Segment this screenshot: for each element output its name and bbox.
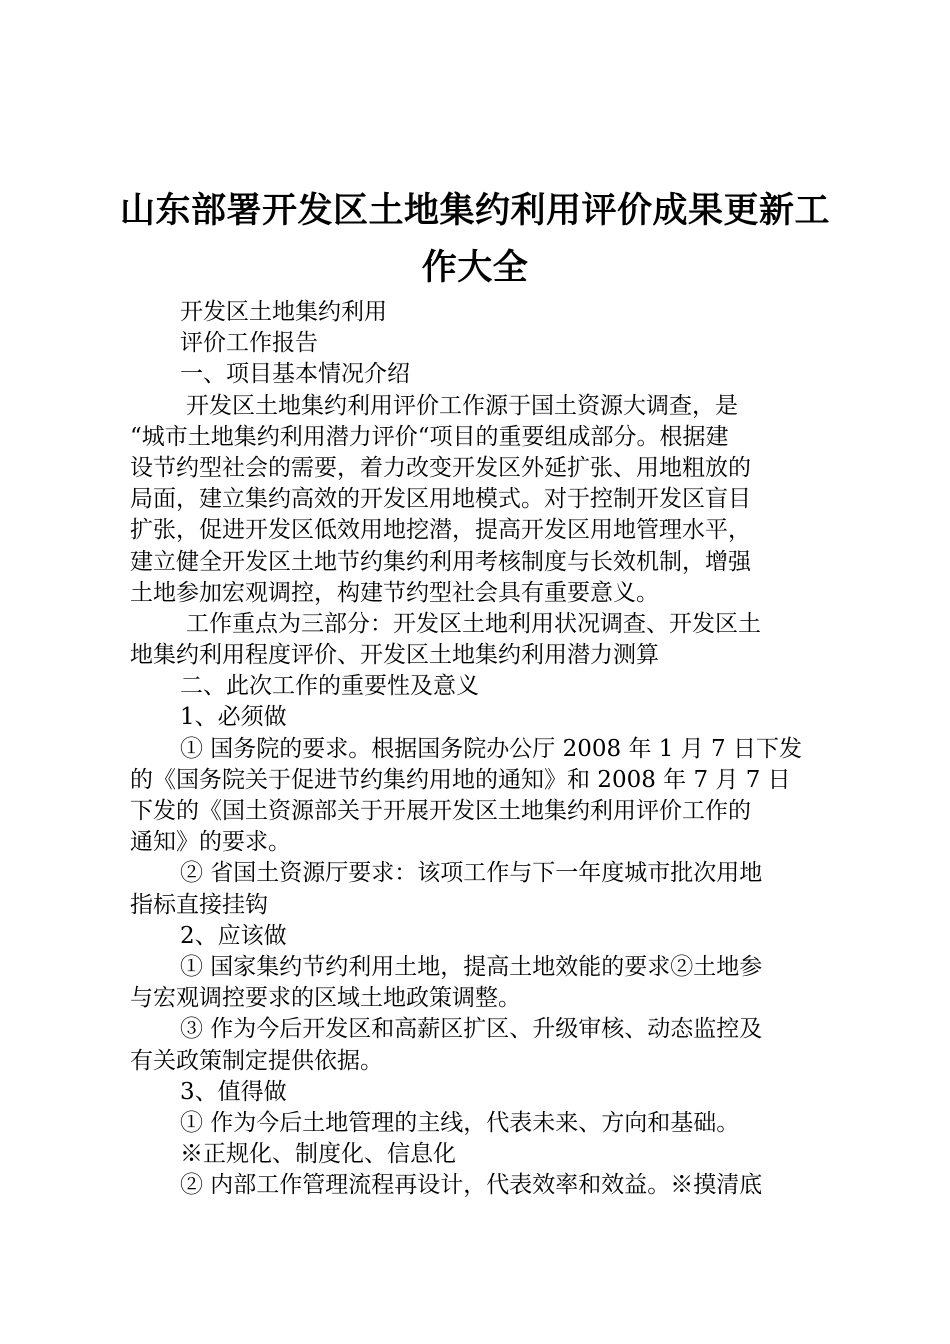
paragraph-line: ② 内部工作管理流程再设计，代表效率和效益。※摸清底: [180, 1172, 763, 1199]
paragraph-line: ※正规化、制度化、信息化: [180, 1141, 456, 1168]
section-heading: 一、项目基本情况介绍: [180, 361, 410, 388]
paragraph-line: 局面，建立集约高效的开发区用地模式。对于控制开发区盲目: [130, 486, 751, 513]
paragraph-line: 工作重点为三部分：开发区土地利用状况调查、开发区土: [186, 610, 761, 637]
paragraph-line: ③ 作为今后开发区和高薪区扩区、升级审核、动态监控及: [180, 1016, 763, 1043]
paragraph-line: 指标直接挂钩: [130, 891, 268, 918]
paragraph-line: 有关政策制定提供依据。: [130, 1047, 383, 1074]
paragraph-line: 通知》的要求。: [130, 829, 291, 856]
paragraph-line: 扩张，促进开发区低效用地挖潜，提高开发区用地管理水平，: [130, 517, 751, 544]
document-body: [130, 297, 832, 1201]
paragraph-line: ① 国务院的要求。根据国务院办公厅 2008 年 1 月 7 日下发: [180, 735, 802, 762]
paragraph-line: 的《国务院关于促进节约集约用地的通知》和 2008 年 7 月 7 日: [130, 766, 791, 793]
paragraph-line: “城市土地集约利用潜力评价“项目的重要组成部分。根据建: [130, 423, 729, 450]
section-heading: 二、此次工作的重要性及意义: [180, 673, 479, 700]
paragraph-line: 评价工作报告: [180, 330, 318, 357]
document-title-line-2: 作大全: [421, 248, 529, 288]
subsection-heading: 2、应该做: [180, 922, 287, 949]
subsection-heading: 1、必须做: [180, 704, 287, 731]
paragraph-line: ② 省国土资源厅要求：该项工作与下一年度城市批次用地: [180, 860, 763, 887]
paragraph-line: 下发的《国土资源部关于开展开发区土地集约利用评价工作的: [130, 798, 751, 824]
paragraph-line: 开发区土地集约利用评价工作源于国土资源大调查，是: [186, 392, 738, 419]
paragraph-line: 设节约型社会的需要，着力改变开发区外延扩张、用地粗放的: [130, 454, 751, 481]
paragraph-line: 地集约利用程度评价、开发区土地集约利用潜力测算: [130, 642, 659, 669]
paragraph-line: 与宏观调控要求的区域土地政策调整。: [130, 985, 521, 1012]
paragraph-line: 建立健全开发区土地节约集约利用考核制度与长效机制，增强: [130, 548, 751, 575]
paragraph-line: 开发区土地集约利用: [180, 299, 387, 325]
document-title-line-1: 山东部署开发区土地集约利用评价成果更新工: [119, 191, 830, 231]
paragraph-line: ① 作为今后土地管理的主线，代表未来、方向和基础。: [180, 1109, 740, 1136]
paragraph-line: ① 国家集约节约利用土地，提高土地效能的要求②土地参: [180, 953, 763, 980]
paragraph-line: 土地参加宏观调控，构建节约型社会具有重要意义。: [130, 579, 659, 606]
subsection-heading: 3、值得做: [180, 1078, 287, 1105]
